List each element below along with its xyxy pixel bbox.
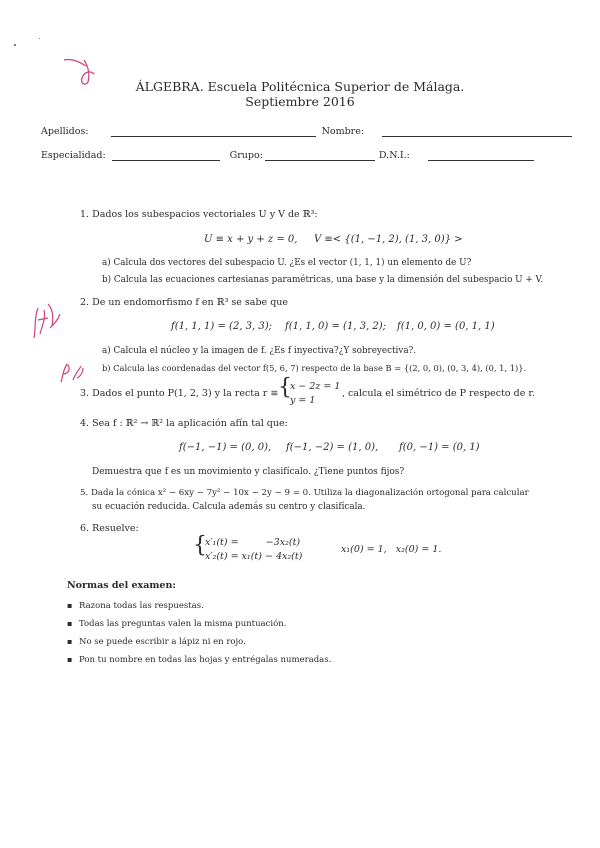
speck [14, 44, 16, 46]
question-number: 2. [80, 297, 90, 308]
equation-g2: f(−1, −2) = (1, 0), [286, 442, 379, 453]
initial-conditions: x₁(0) = 1, x₂(0) = 1. [341, 544, 442, 555]
handwritten-mark-q2 [28, 298, 64, 342]
question-2 [80, 297, 288, 309]
equation-f1: f(1, 1, 1) = (2, 3, 3); [171, 321, 273, 332]
question-number: 3. [80, 388, 90, 399]
dni-label: D.N.I.: [378, 150, 410, 161]
question-2a: a) Calcula el núcleo y la imagen de f. ¿Es f inyectiva?¿Y sobreyectiva?. [102, 346, 417, 356]
speck [39, 38, 40, 39]
system-brace: { [278, 375, 292, 400]
question-text: De un endomorfismo f en ℝ³ se sabe que [92, 297, 289, 308]
equation-f3: f(1, 0, 0) = (0, 1, 1) [397, 321, 495, 332]
question-number: 6. [80, 523, 90, 534]
ode-line-1: x′₁(t) = −3x₂(t) [205, 537, 301, 548]
system-line-1: x − 2z = 1 [290, 381, 341, 392]
nombre-label: Nombre: [321, 126, 365, 137]
equation-V: V ≡< {(1, −1, 2), (1, 3, 0)} > [314, 234, 463, 245]
grupo-field[interactable] [265, 150, 375, 161]
norm-item: ▪ No se puede escribir a lápiz ni en rojo. [79, 637, 246, 647]
apellidos-field[interactable] [111, 126, 316, 137]
title-line-1: ÁLGEBRA. Escuela Politécnica Superior de Málaga. [135, 79, 465, 94]
ode-line-2: x′₂(t) = x₁(t) − 4x₂(t) [205, 551, 303, 562]
norm-item: ▪ Razona todas las respuestas. [79, 601, 204, 611]
handwritten-mark-q2b [57, 360, 87, 386]
question-3 [80, 388, 278, 400]
especialidad-row [41, 150, 538, 161]
question-4-follow: Demuestra que f es un movimiento y clasifícalo. ¿Tiene puntos fijos? [92, 467, 405, 477]
norms-title: Normas del examen: [67, 580, 176, 591]
question-1a: a) Calcula dos vectores del subespacio U. ¿Es el vector (1, 1, 1) un elemento de U? [102, 258, 472, 268]
question-text: Resuelve: [92, 523, 139, 534]
question-2b: b) Calcula las coordenadas del vector f(5, 6, 7) respecto de la base B = {(2, 0, 0), (0, 3, 4), (0, 1, 1)}. [102, 363, 527, 373]
question-5-line-2: su ecuación reducida. Calcula además su centro y clasifícala. [92, 502, 366, 512]
grupo-label: Grupo: [229, 150, 263, 161]
question-text-line-1: Dada la cónica x² − 6xy − 7y² − 10x − 2y − 9 = 0. Utiliza la diagonalización ortogonal para calcular [90, 488, 529, 498]
especialidad-field[interactable] [112, 150, 220, 161]
nombre-field[interactable] [382, 126, 572, 137]
question-5 [80, 487, 529, 499]
question-1 [80, 209, 318, 221]
question-number: 5. [80, 488, 89, 498]
question-4 [80, 418, 288, 430]
norm-item: ▪ Todas las preguntas valen la misma puntuación. [79, 619, 286, 629]
equation-U: U ≡ x + y + z = 0, [204, 234, 298, 245]
apellidos-label: Apellidos: [41, 126, 89, 137]
apellidos-row [41, 126, 576, 137]
equation-f2: f(1, 1, 0) = (1, 3, 2); [285, 321, 387, 332]
question-6 [80, 523, 139, 535]
question-number: 1. [80, 209, 90, 220]
equation-g3: f(0, −1) = (0, 1) [399, 442, 480, 453]
dni-field[interactable] [428, 150, 534, 161]
system-line-2: y = 1 [290, 395, 316, 406]
question-text: Dados los subespacios vectoriales U y V de ℝ³: [92, 209, 318, 220]
question-text: Dados el punto P(1, 2, 3) y la recta r ≡ [92, 388, 279, 399]
question-text: Sea f : ℝ² → ℝ² la aplicación afín tal que: [92, 418, 288, 429]
title-line-2: Septiembre 2016 [245, 94, 355, 109]
question-number: 4. [80, 418, 90, 429]
system-brace: { [193, 533, 207, 558]
equation-g1: f(−1, −1) = (0, 0), [179, 442, 272, 453]
exam-title [0, 79, 600, 109]
especialidad-label: Especialidad: [41, 150, 106, 161]
question-3-tail: , calcula el simétrico de P respecto de r. [342, 388, 535, 399]
question-1b: b) Calcula las ecuaciones cartesianas paramétricas, una base y la dimensión del subespacio U + V. [102, 275, 544, 285]
norm-item: ▪ Pon tu nombre en todas las hojas y entrégalas numeradas. [79, 655, 331, 665]
